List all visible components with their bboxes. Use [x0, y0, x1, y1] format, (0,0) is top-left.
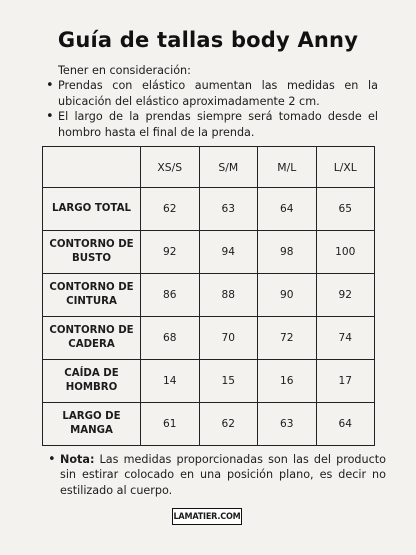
row-label: CONTORNO DE CINTURA	[43, 274, 141, 317]
table-cell: 68	[141, 317, 200, 360]
table-row	[43, 403, 375, 446]
note-label: Nota:	[60, 453, 95, 466]
table-cell: 64	[316, 403, 375, 446]
header-cell: M/L	[258, 147, 317, 188]
page-title: Guía de tallas body Anny	[57, 28, 359, 52]
table-row	[43, 188, 375, 231]
table-cell: 74	[316, 317, 375, 360]
table-cell: 62	[141, 188, 200, 231]
table-cell: 88	[199, 274, 258, 317]
header-cell: XS/S	[141, 147, 200, 188]
intro-section	[44, 63, 378, 140]
table-header-row	[43, 147, 375, 188]
header-cell	[43, 147, 141, 188]
intro-list	[44, 78, 378, 140]
table-cell: 65	[316, 188, 375, 231]
table-cell: 86	[141, 274, 200, 317]
intro-bullet: • Prendas con elástico aumentan las medidas en la ubicación del elástico aproximadamente 2 cm.	[44, 78, 378, 109]
table-cell: 94	[199, 231, 258, 274]
header-cell: L/XL	[316, 147, 375, 188]
table-row	[43, 231, 375, 274]
intro-lead: Tener en consideración:	[58, 64, 191, 77]
table-cell: 14	[141, 360, 200, 403]
table-cell: 63	[199, 188, 258, 231]
table-cell: 16	[258, 360, 317, 403]
table-cell: 63	[258, 403, 317, 446]
size-table	[42, 146, 375, 446]
table-cell: 72	[258, 317, 317, 360]
header-cell: S/M	[199, 147, 258, 188]
table-cell: 17	[316, 360, 375, 403]
table-cell: 90	[258, 274, 317, 317]
table-cell: 61	[141, 403, 200, 446]
row-label: LARGO DE MANGA	[43, 403, 141, 446]
table-cell: 64	[258, 188, 317, 231]
table-cell: 98	[258, 231, 317, 274]
table-row	[43, 274, 375, 317]
row-label: LARGO TOTAL	[43, 188, 141, 231]
table-cell: 70	[199, 317, 258, 360]
table-row	[43, 317, 375, 360]
note-section	[48, 452, 386, 498]
table-cell: 100	[316, 231, 375, 274]
table-cell: 62	[199, 403, 258, 446]
note-text: Las medidas proporcionadas son las del producto sin estirar colocado en una posición plano, es decir no estilizado al cuerpo.	[60, 453, 386, 497]
table-row	[43, 360, 375, 403]
intro-bullet: • El largo de la prendas siempre será tomado desde el hombro hasta el final de la prenda.	[44, 109, 378, 140]
table-cell: 92	[141, 231, 200, 274]
brand-logo: LAMATIER.COM	[172, 508, 242, 525]
row-label: CONTORNO DE CADERA	[43, 317, 141, 360]
row-label: CAÍDA DE HOMBRO	[43, 360, 141, 403]
table-cell: 15	[199, 360, 258, 403]
table-cell: 92	[316, 274, 375, 317]
row-label: CONTORNO DE BUSTO	[43, 231, 141, 274]
